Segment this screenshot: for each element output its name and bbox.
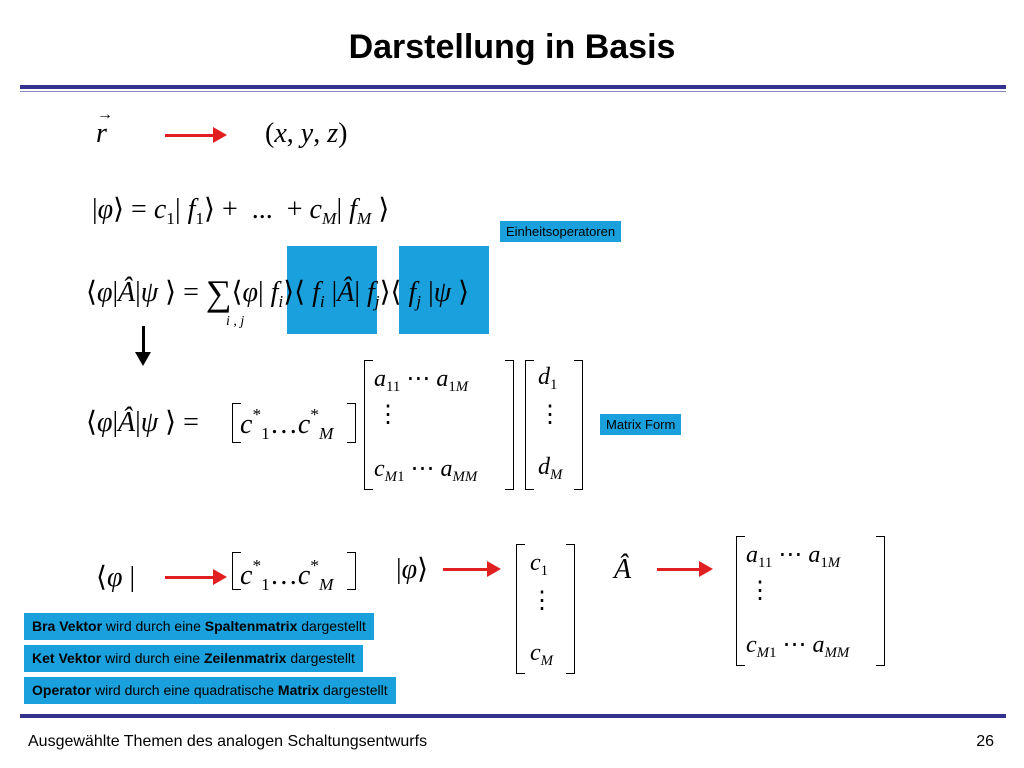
red-arrow-1 xyxy=(165,134,215,137)
matrix-element-sum: ⟨φ|Â|ψ ⟩ = ∑⟨φ| $f_i⟩⟨$ $f_i$ |Â| $f_j⟩⟨$ $f_j$ |ψ ⟩ xyxy=(86,273,470,313)
column-d-bottom: $d_M$ xyxy=(538,454,563,484)
matrix-a-vdots: ⋮ xyxy=(376,402,400,428)
red-arrow-operator xyxy=(657,568,701,571)
operator-matrix-vdots: ⋮ xyxy=(748,578,772,604)
ket-column-bottom: $c_M$ xyxy=(530,640,554,670)
ket-expansion: |φ⟩ = $c_1|$ $f_1⟩$ + ... + $c_M|$ $f_M$ ⟩ xyxy=(92,194,390,229)
bra-row-bracket-right xyxy=(347,552,356,590)
ket-column-top: $c_1$ xyxy=(530,550,549,580)
page-number: 26 xyxy=(976,733,994,750)
red-arrow-ket xyxy=(443,568,489,571)
bra-phi: ⟨φ | xyxy=(96,562,136,593)
vector-r: r → xyxy=(96,106,113,149)
legend-operator: Operator wird durch eine quadratische Matrix dargestellt xyxy=(24,677,396,704)
column-d-vdots: ⋮ xyxy=(538,402,562,428)
bra-row-vector: $c^*_1\dots c^*_M$ xyxy=(240,556,334,595)
legend-ket: Ket Vektor wird durch eine Zeilenmatrix dargestellt xyxy=(24,645,363,672)
operator-matrix-bracket-left xyxy=(736,536,745,666)
ket-phi: |φ⟩ xyxy=(396,554,429,585)
column-d-bracket-right xyxy=(574,360,583,490)
coordinates: (x, y, z) xyxy=(265,118,348,149)
operator-matrix-row1: $a_{11}$ ⋯ $a_{1M}$ xyxy=(746,542,841,572)
note-einheitsoperatoren: Einheitsoperatoren xyxy=(500,221,621,242)
matrix-a-bracket-right xyxy=(505,360,514,490)
operator-a-hat: Â xyxy=(614,554,632,585)
operator-matrix-bracket-right xyxy=(876,536,885,666)
ket-column-vdots: ⋮ xyxy=(530,588,554,614)
matrix-a-row2: $c_{M1}$ ⋯ $a_{MM}$ xyxy=(374,456,478,486)
note-matrix-form: Matrix Form xyxy=(600,414,681,435)
legend-bra: Bra Vektor wird durch eine Spaltenmatrix dargestellt xyxy=(24,613,374,640)
title-divider xyxy=(20,85,1006,89)
ket-column-bracket-left xyxy=(516,544,525,674)
footer-divider xyxy=(20,714,1006,718)
sum-index: i , j xyxy=(226,314,245,329)
footer-text: Ausgewählte Themen des analogen Schaltungsentwurfs xyxy=(28,733,428,750)
column-d-top: $d_1$ xyxy=(538,364,558,394)
red-arrow-bra xyxy=(165,576,215,579)
column-d-bracket-left xyxy=(525,360,534,490)
ket-column-bracket-right xyxy=(566,544,575,674)
down-arrow-head xyxy=(135,352,151,366)
matrix-a-bracket-left xyxy=(364,360,373,490)
title-divider-thin xyxy=(20,91,1006,92)
row-vector-bracket-right xyxy=(347,403,356,443)
row-vector-c: $c^*_1\dots c^*_M$ xyxy=(240,405,334,444)
operator-matrix-row2: $c_{M1}$ ⋯ $a_{MM}$ xyxy=(746,632,850,662)
matrix-a-row1: $a_{11}$ ⋯ $a_{1M}$ xyxy=(374,366,469,396)
slide-title: Darstellung in Basis xyxy=(348,28,676,66)
matrix-element-lhs: ⟨φ|Â|ψ ⟩ = xyxy=(86,407,199,438)
